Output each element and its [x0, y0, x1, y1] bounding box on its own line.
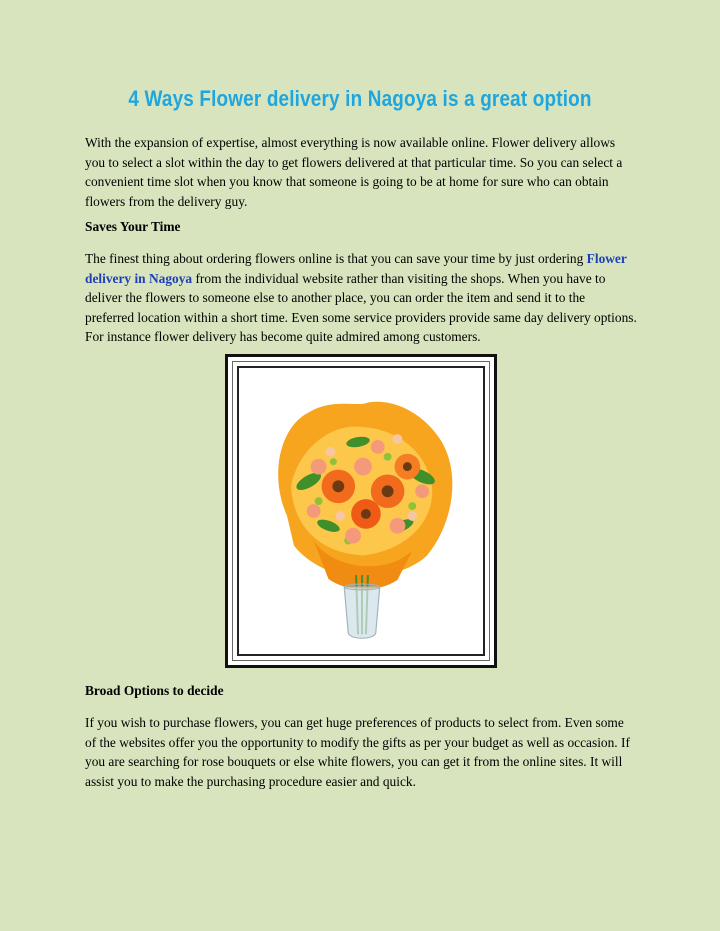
bouquet-image: [225, 354, 497, 668]
saves-time-text-after: from the individual website rather than visiting the shops. When you have to deliver the flowers to someone else to another place, you can order the item and send it to the preferred location within a short time. Even some service providers provide same day delivery options. For instance flower delivery has become quite admired among customers.: [85, 270, 637, 344]
section-heading-broad-options: Broad Options to decide: [85, 683, 224, 698]
section-heading-saves-time: Saves Your Time: [85, 219, 181, 234]
intro-paragraph: With the expansion of expertise, almost everything is now available online. Flower delivery allows you to select a slot within the day to get flowers delivered at that particular time. So you can select a convenient time slot when you know that someone is going to be at home for sure who can obtain flowers from the delivery guy.: [85, 135, 623, 209]
saves-time-paragraph: [85, 249, 637, 347]
flower-delivery-nagoya-link[interactable]: Flower delivery in Nagoya: [85, 251, 627, 286]
saves-time-text-before: The finest thing about ordering flowers online is that you can save your time by just ordering: [85, 251, 587, 266]
bouquet-illustration: [239, 368, 483, 654]
broad-options-paragraph: If you wish to purchase flowers, you can get huge preferences of products to select from. Even some of the websites offer you the opportunity to modify the gifts as per your budget as well as occasion. If you are searching for rose bouquets or else white flowers, you can get it from the online sites. It will assist you to make the purchasing procedure easier and quick.: [85, 715, 630, 789]
page-title: 4 Ways Flower delivery in Nagoya is a great option: [128, 86, 592, 111]
